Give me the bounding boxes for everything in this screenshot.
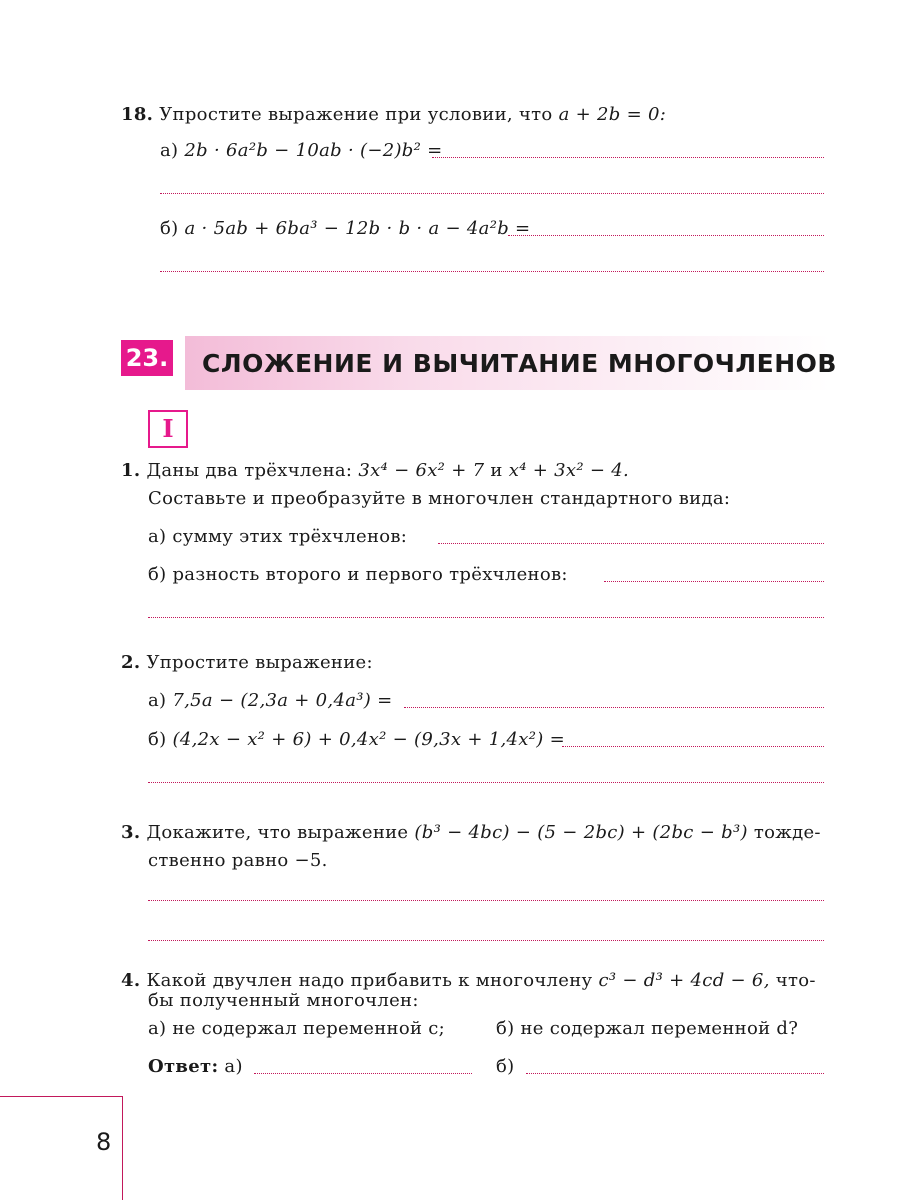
problem-1-line-1 (121, 460, 629, 482)
answer-line[interactable] (562, 746, 824, 747)
problem-1-a: а) сумму этих трёхчленов: (148, 526, 408, 547)
item-expression: (4,2x − x² + 6) + 0,4x² − (9,3x + 1,4x²) = (172, 729, 565, 750)
answer-line[interactable] (160, 193, 824, 194)
problem-4-line-1 (121, 970, 816, 992)
item-expression: a · 5ab + 6ba³ − 12b · b · a − 4a²b = (184, 218, 531, 239)
problem-18-header (121, 104, 666, 126)
section-number-badge: 23. (121, 340, 173, 376)
item-label: а) (160, 140, 179, 161)
problem-1-b: б) разность второго и первого трёхчленов: (148, 564, 568, 585)
conjunction: и (490, 460, 503, 481)
problem-expression: c³ − d³ + 4cd − 6, (598, 970, 770, 991)
answer-line[interactable] (526, 1073, 824, 1074)
answer-line[interactable] (432, 157, 824, 158)
answer-line[interactable] (254, 1073, 472, 1074)
problem-text: Какой двучлен надо прибавить к многочлену (146, 970, 593, 991)
problem-2-a (148, 690, 392, 712)
problem-text: Даны два трёхчлена: (146, 460, 353, 481)
answer-b-label: б) (496, 1056, 515, 1077)
section-title: СЛОЖЕНИЕ И ВЫЧИТАНИЕ МНОГОЧЛЕНОВ (202, 349, 837, 378)
answer-line[interactable] (148, 617, 824, 618)
level-badge: I (148, 410, 188, 448)
problem-text: Докажите, что выражение (146, 822, 409, 843)
margin-line (122, 1096, 123, 1200)
margin-line (0, 1096, 122, 1097)
problem-3-line-1 (121, 822, 821, 844)
problem-18-a (160, 140, 443, 162)
trinomial-2: x⁴ + 3x² − 4. (508, 460, 630, 481)
problem-4-a: а) не содержал переменной c; (148, 1018, 446, 1039)
problem-expression: (b³ − 4bc) − (5 − 2bc) + (2bc − b³) (414, 822, 748, 843)
problem-condition: a + 2b = 0: (558, 104, 667, 125)
answer-line[interactable] (160, 271, 824, 272)
problem-number: 1. (121, 460, 141, 481)
answer-line[interactable] (604, 581, 824, 582)
answer-line[interactable] (404, 707, 824, 708)
problem-number: 3. (121, 822, 141, 843)
answer-row (148, 1056, 243, 1078)
answer-line[interactable] (508, 235, 824, 236)
problem-text: Упростите выражение при условии, что (159, 104, 553, 125)
item-label: б) (160, 218, 179, 239)
problem-2-header (121, 652, 373, 674)
problem-4-b: б) не содержал переменной d? (496, 1018, 799, 1039)
answer-a-label: а) (224, 1056, 243, 1077)
problem-number: 4. (121, 970, 141, 991)
problem-text-end: что- (775, 970, 816, 991)
trinomial-1: 3x⁴ − 6x² + 7 (358, 460, 485, 481)
answer-line[interactable] (148, 900, 824, 901)
problem-2-b (148, 729, 565, 751)
answer-label: Ответ: (148, 1056, 219, 1077)
problem-3-line-2: ственно равно −5. (148, 850, 328, 871)
answer-line[interactable] (148, 940, 824, 941)
item-expression: 2b · 6a²b − 10ab · (−2)b² = (184, 140, 443, 161)
problem-number: 18. (121, 104, 154, 125)
item-label: б) (148, 729, 167, 750)
problem-1-line-2: Составьте и преобразуйте в многочлен стандартного вида: (148, 488, 731, 509)
item-expression: 7,5a − (2,3a + 0,4a³) = (172, 690, 393, 711)
problem-text: Упростите выражение: (146, 652, 373, 673)
problem-18-b (160, 218, 530, 240)
problem-text-end: тожде- (753, 822, 821, 843)
problem-number: 2. (121, 652, 141, 673)
problem-4-line-2: бы полученный многочлен: (148, 990, 419, 1011)
page-number: 8 (96, 1128, 112, 1156)
answer-line[interactable] (148, 782, 824, 783)
item-label: а) (148, 690, 167, 711)
answer-line[interactable] (438, 543, 824, 544)
